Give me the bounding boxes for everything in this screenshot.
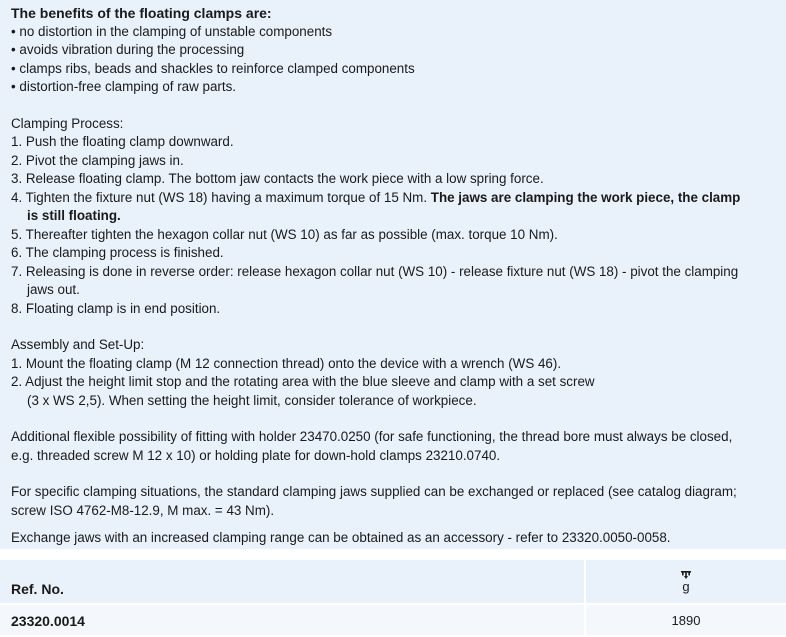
specific-clamping-text: screw ISO 4762-M8-12.9, M max. = 43 Nm). bbox=[11, 502, 275, 518]
weight-unit: g bbox=[682, 579, 690, 594]
specific-clamping-text: For specific clamping situations, the standard clamping jaws supplied can be exchanged or replaced (see catalog diagram; bbox=[11, 484, 737, 499]
clamping-step: 4. Tighten the fixture nut (WS 18) having a maximum torque of 15 Nm. The jaws are clamping the work piece, the clamp bbox=[11, 189, 741, 205]
bullet: • bbox=[11, 79, 20, 94]
product-table bbox=[0, 560, 786, 637]
ref-no-cell: 23320.0014 bbox=[0, 605, 584, 635]
assembly-step: 1. Mount the floating clamp (M 12 connection thread) onto the device with a wrench (WS 46). bbox=[11, 355, 562, 371]
bullet: • bbox=[11, 60, 20, 76]
clamping-step: 6. The clamping process is finished. bbox=[11, 245, 224, 260]
table-header-row bbox=[0, 560, 786, 603]
clamping-process-title: Clamping Process: bbox=[11, 115, 124, 131]
benefit-item: • no distortion in the clamping of unstable components bbox=[11, 23, 333, 39]
assembly-step: 2. Adjust the height limit stop and the rotating area with the blue sleeve and clamp with a set screw bbox=[11, 374, 595, 389]
ref-no-header: Ref. No. bbox=[0, 560, 584, 603]
clamping-step: 3. Release floating clamp. The bottom jaw contacts the work piece with a low spring force. bbox=[11, 171, 544, 186]
clamping-step: 1. Push the floating clamp downward. bbox=[11, 134, 234, 149]
clamping-step-continued: jaws out. bbox=[27, 282, 80, 297]
clamping-step: 8. Floating clamp is in end position. bbox=[11, 300, 221, 316]
additional-fitting-text: Additional flexible possibility of fitting with holder 23470.0250 (for safe functioning, the thread bore must always be closed, bbox=[11, 429, 733, 444]
benefits-heading: The benefits of the floating clamps are: bbox=[11, 5, 272, 21]
exchange-jaws-text: Exchange jaws with an increased clamping range can be obtained as an accessory - refer to 23320.0050-0058. bbox=[11, 530, 671, 545]
clamping-step-continued: is still floating. bbox=[27, 208, 121, 223]
bullet: • bbox=[11, 42, 20, 57]
assembly-title: Assembly and Set-Up: bbox=[11, 337, 145, 352]
clamping-step: 5. Thereafter tighten the hexagon collar nut (WS 10) as far as possible (max. torque 10 Nm). bbox=[11, 226, 558, 242]
bullet: • bbox=[11, 23, 20, 39]
benefit-item: • clamps ribs, beads and shackles to reinforce clamped components bbox=[11, 60, 415, 76]
benefit-item: • avoids vibration during the processing bbox=[11, 42, 245, 57]
assembly-step-continued: (3 x WS 2,5). When setting the height limit, consider tolerance of workpiece. bbox=[27, 392, 477, 408]
additional-fitting-text: e.g. threaded screw M 12 x 10) or holding plate for down-hold clamps 23210.0740. bbox=[11, 447, 501, 463]
clamping-step: 2. Pivot the clamping jaws in. bbox=[11, 152, 184, 168]
clamping-step: 7. Releasing is done in reverse order: release hexagon collar nut (WS 10) - release fixture nut (WS 18) - pivot the clamping bbox=[11, 263, 739, 279]
weight-header bbox=[586, 560, 786, 603]
benefit-item: • distortion-free clamping of raw parts. bbox=[11, 79, 236, 94]
weight-cell: 1890 bbox=[586, 605, 786, 635]
table-row bbox=[0, 605, 786, 635]
